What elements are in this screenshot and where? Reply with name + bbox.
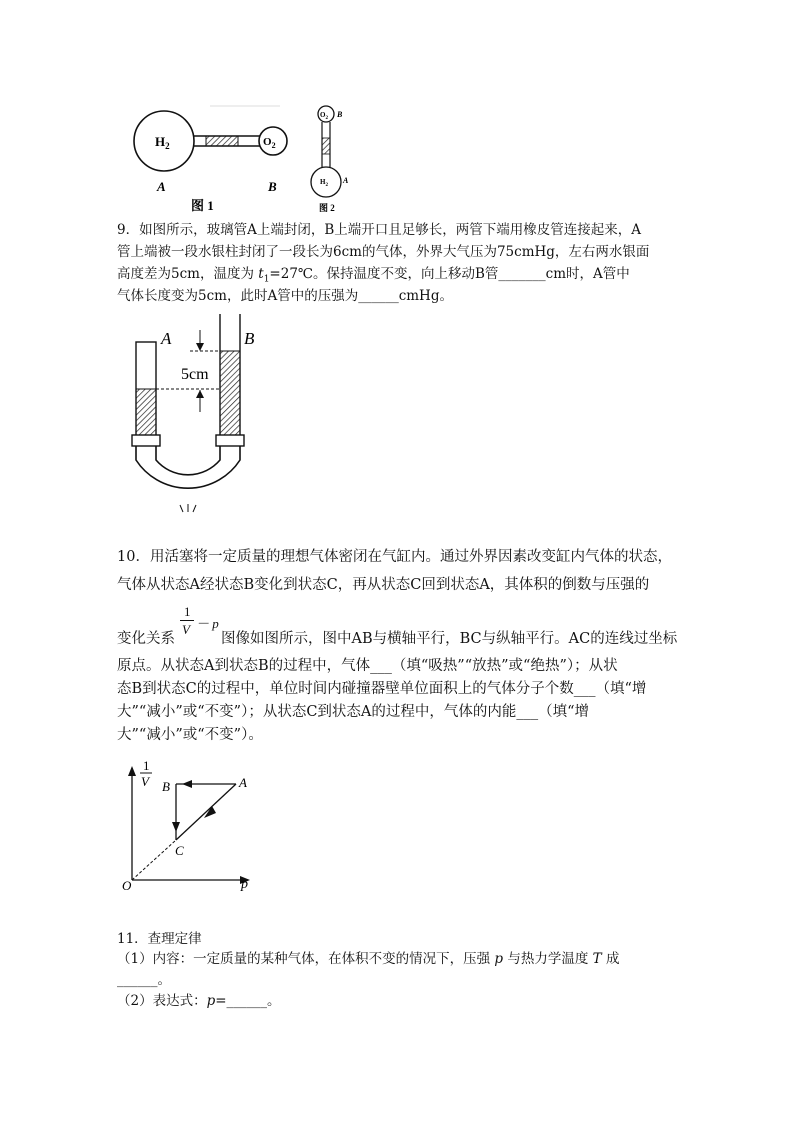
q10-line4: 原点。从状态A到状态B的过程中，气体___（填“吸热”“放热”或“绝热”）；从状	[117, 658, 618, 674]
q9-line1: 9．如图所示，玻璃管A上端封闭，B上端开口且足够长，两管下端用橡皮管连接起来，A	[117, 222, 642, 238]
svg-text:O2: $O_2$	[263, 136, 276, 150]
q10-line3: 变化关系 图像如图所示，图中AB与横轴平行，BC与纵轴平行。AC的连线过坐标	[117, 631, 678, 647]
svg-text:O2: $O_2$	[320, 111, 328, 121]
y-axis-arrow	[128, 766, 136, 776]
svg-text:B: B	[337, 110, 343, 119]
q9-line4: 气体长度变为5cm，此时A管中的压强为______cmHg。	[117, 288, 453, 304]
point-c-label: C	[175, 843, 184, 858]
mercury-a	[136, 389, 156, 435]
q10-line6: 大”“减小”或“不变”）；从状态C到状态A的过程中，气体的内能___（填“增	[117, 704, 590, 720]
q10-line1: 10．用活塞将一定质量的理想气体密闭在气缸内。通过外界因素改变缸内气体的状态，	[117, 549, 672, 565]
q9-line2: 管上端被一段水银柱封闭了一段长为6cm的气体，外界大气压为75cmHg，左右两水银面	[117, 244, 650, 260]
q10-line5: 态B到状态C的过程中，单位时间内碰撞器壁单位面积上的气体分子个数___（填“增	[117, 681, 647, 697]
q11-item1-blank: ______。	[117, 972, 171, 988]
svg-text:V: V	[141, 774, 149, 789]
q9-line3: 高度差为5cm，温度为 $t_1=27℃$。保持温度不变，向上移动B管_______cm时，A管中	[117, 266, 630, 285]
u-tube-label-a: A	[161, 329, 172, 348]
q11-title: 11．查理定律	[117, 931, 202, 947]
inline-fraction: 1 V － p	[182, 604, 219, 637]
u-tube-label-b: B	[244, 329, 255, 348]
fig1-caption: 图 1	[191, 198, 214, 213]
h2-small-bulb	[311, 167, 341, 197]
figure-1	[128, 98, 298, 218]
q10-line2: 气体从状态A经状态B变化到状态C，再从状态C回到状态A，其体积的倒数与压强的	[117, 577, 650, 593]
u-tube-figure	[120, 312, 280, 527]
q11-item1: （1）内容：一定质量的某种气体，在体积不变的情况下，压强 p 与热力学温度 T 成	[117, 951, 620, 967]
fig2-caption: 图 2	[319, 203, 335, 213]
q10-line7: 大”“减小”或“不变”）。	[117, 727, 263, 743]
figure-2	[306, 104, 361, 214]
svg-text:H2: $H_2$	[320, 178, 328, 188]
q11-item2: （2）表达式：p=______。	[117, 993, 281, 1009]
svg-text:1: 1	[143, 758, 150, 773]
x-axis-label: p	[241, 877, 248, 892]
mercury-b	[220, 351, 240, 435]
svg-text:A: A	[343, 176, 349, 185]
point-b-label: B	[162, 779, 170, 794]
svg-text:H2: $H_2$	[155, 134, 170, 151]
height-diff-label: 5cm	[181, 366, 209, 383]
mercury-column	[206, 136, 238, 146]
origin-label: O	[122, 878, 132, 893]
point-a-label: A	[239, 775, 247, 790]
inverse-volume-pressure-graph	[118, 758, 268, 894]
fig1-label-b: B	[268, 179, 277, 194]
mercury-column-vertical	[322, 138, 330, 154]
fig1-label-a: A	[157, 179, 166, 194]
